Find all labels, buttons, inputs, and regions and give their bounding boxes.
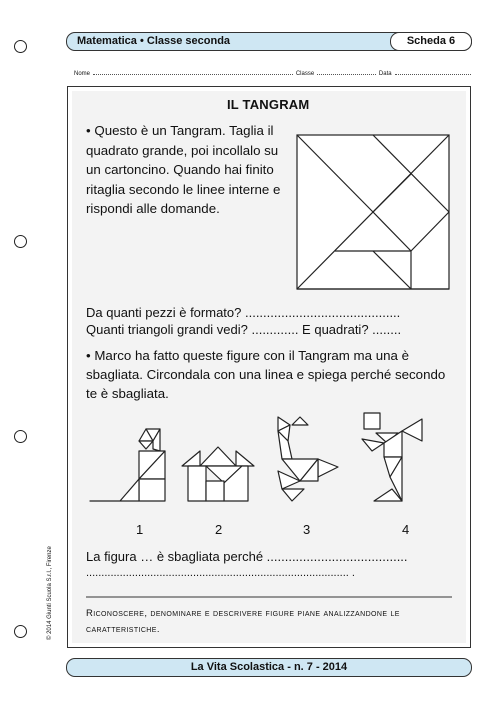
goal-divider [86,596,452,598]
answer-line-1[interactable]: La figura … è sbagliata perché ....................................... [86,549,408,564]
date-label: Data [378,71,392,77]
worksheet-content [72,91,466,643]
intro-text: • Questo è un Tangram. Taglia il quadrato grande, poi incollalo su un cartoncino. Quando hai finito ritaglia secondo le linee interne e rispondi alle domande. [86,123,281,216]
name-field[interactable] [93,69,293,75]
copyright-notice: © 2014 Giunti Scuola S.r.l., Firenze [47,546,53,640]
page-title: IL TANGRAM [227,97,310,112]
figure-number-3: 3 [303,522,311,537]
figure-number-2: 2 [215,522,223,537]
tangram-square [296,134,450,290]
date-field[interactable] [395,69,471,75]
worksheet-header [66,32,472,51]
tangram-figures [82,411,462,516]
marco-text: • Marco ha fatto queste figure con il Tangram ma una è sbagliata. Circondala con una linea e spiega perché secondo te è sbagliata. [86,348,446,401]
question-pieces: Da quanti pezzi è formato? ........................................... [86,305,401,320]
answer-line-2[interactable]: ...................................................................................... . [86,567,355,579]
learning-goal: Riconoscere, denominare e descrivere figure piane analizzandone le caratteristiche. [86,608,400,635]
figure-1-cat [90,429,165,501]
footer-publication: La Vita Scolastica - n. 7 - 2014 [66,658,472,677]
binder-hole-3 [14,430,27,443]
class-field[interactable] [317,69,376,75]
figure-4-person [362,413,422,501]
binder-hole-1 [14,40,27,53]
student-info-row [74,69,474,77]
subject-label: Matematica • Classe seconda [77,35,231,47]
question-triangles-squares: Quanti triangoli grandi vedi? ............. E quadrati? ........ [86,322,402,337]
sheet-number: Scheda 6 [390,32,472,51]
binder-hole-4 [14,625,27,638]
figure-3-bird [278,417,338,501]
figure-2-house [182,447,254,501]
binder-hole-2 [14,235,27,248]
figure-number-4: 4 [402,522,410,537]
class-label: Classe [295,71,315,77]
name-label: Nome [74,71,91,77]
figure-number-1: 1 [136,522,144,537]
